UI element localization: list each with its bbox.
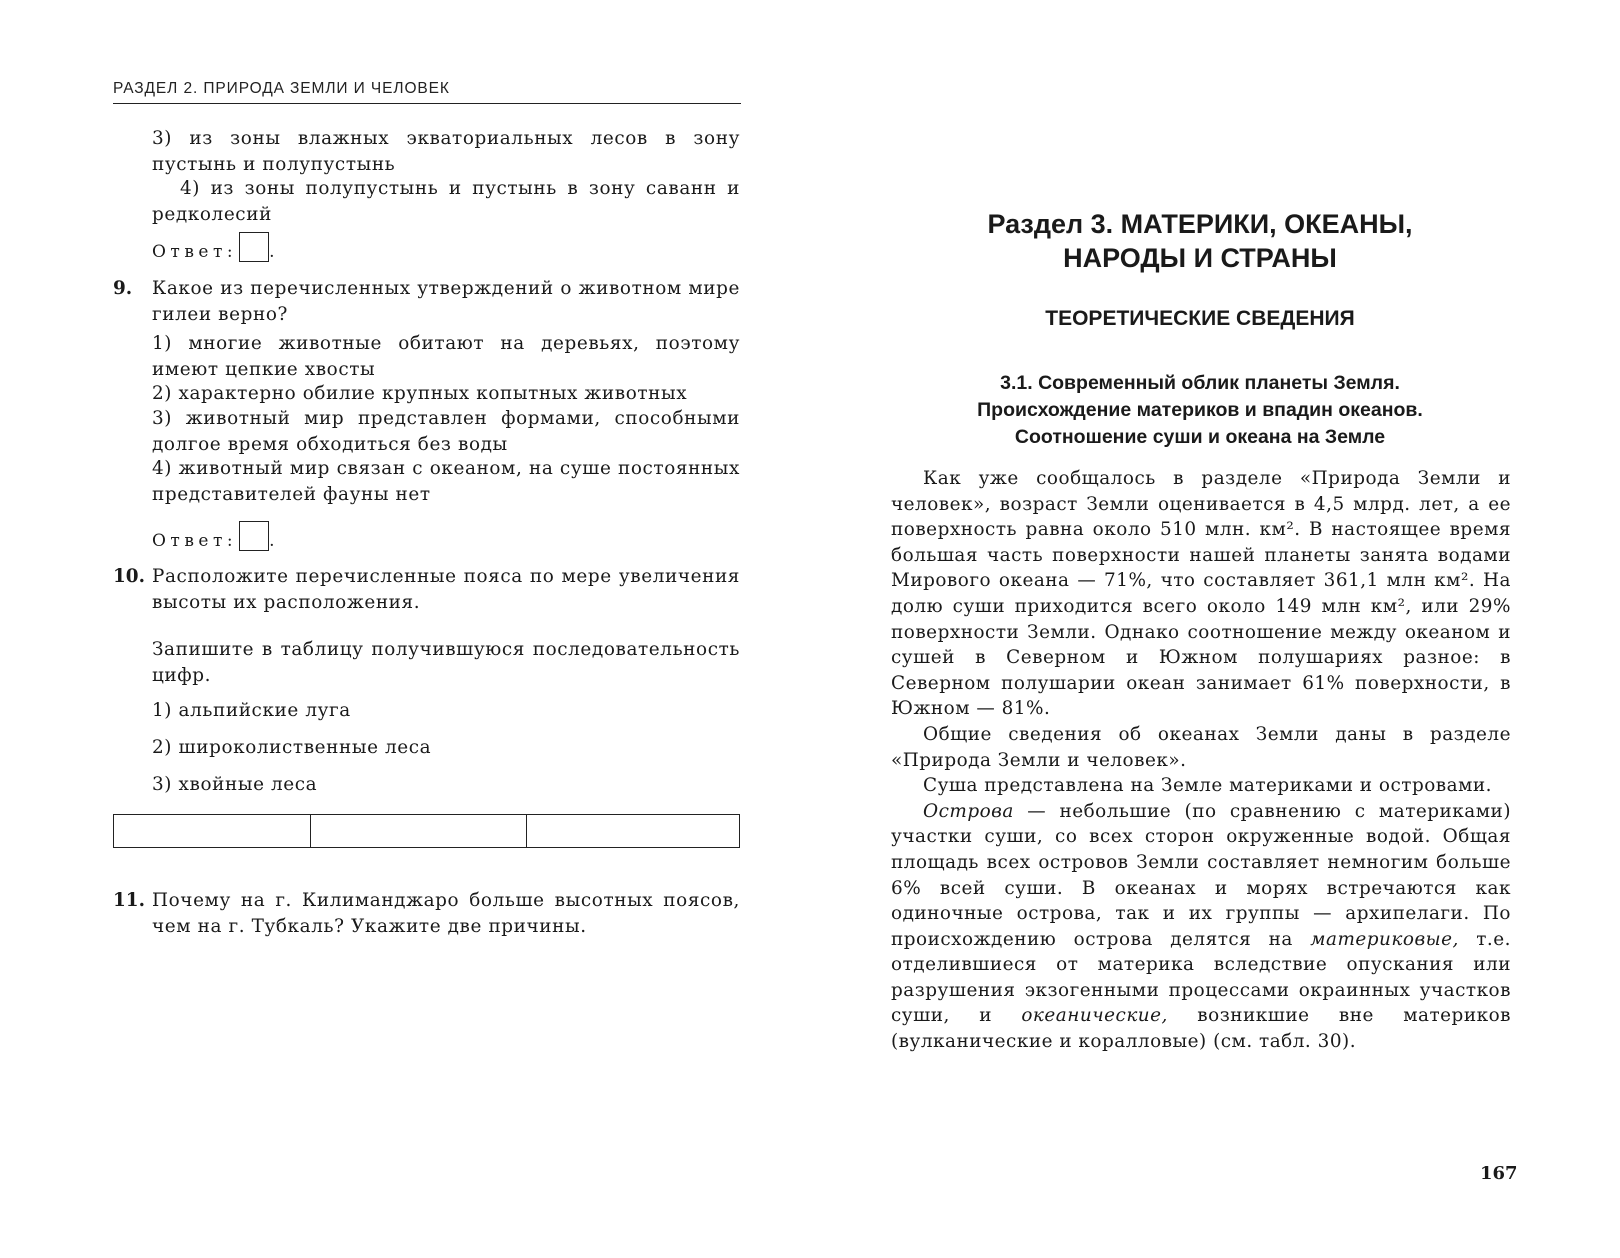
theory-heading: ТЕОРЕТИЧЕСКИЕ СВЕДЕНИЯ bbox=[1045, 307, 1355, 330]
sequence-cell-3[interactable] bbox=[527, 815, 740, 848]
q11-text: Почему на г. Килиманджаро больше высотных поясов, чем на г. Тубкаль? Укажите две причины. bbox=[152, 890, 740, 937]
subsection-title: 3.1. Современный облик планеты Земля. Происхождение материков и впадин океанов. Соотношение суши и океана на Земле bbox=[977, 372, 1423, 448]
section-title: Раздел 3. МАТЕРИКИ, ОКЕАНЫ, НАРОДЫ И СТРАНЫ bbox=[987, 209, 1413, 273]
q9-text: Какое из перечисленных утверждений о животном мире гилеи верно? bbox=[152, 278, 740, 325]
q8-answer-box[interactable] bbox=[239, 232, 269, 262]
q11-number: 11. bbox=[113, 890, 145, 911]
q10-text: Расположите перечисленные пояса по мере увеличения высоты их расположения. bbox=[152, 566, 740, 613]
paragraph-1: Как уже сообщалось в разделе «Природа Земли и человек», возраст Земли оценивается в 4,5 млрд. лет, а ее поверхность равна около 510 млн. км². В настоящее время большая часть поверхности нашей планеты занята водами Мирового океана — 71%, что составляет 361,1 млн км². На долю суши приходится всего около 149 млн км², или 29% поверхности Земли. Однако соотношение между океаном и сушей в Северном и Южном полушариях разное: в Северном полушарии океан занимает 61% поверхности, в Южном — 81%. bbox=[891, 468, 1511, 720]
q10-item-3: 3) хвойные леса bbox=[152, 774, 318, 795]
paragraph-4: Острова — небольшие (по сравнению с материками) участки суши, со всех сторон окруженные водой. Общая площадь всех островов Земли составляет немногим больше 6% всей суши. В океанах и морях встречаются как одиночные острова, так и их группы — архипелаги. По происхождению острова делятся на материковые, т.е. отделившиеся от материка вследствие опускания или разрушения экзогенными процессами окраинных участков суши, и океанические, возникшие вне материков (вулканические и коралловые) (см. табл. 30). bbox=[891, 800, 1511, 1053]
q9-number: 9. bbox=[113, 278, 133, 299]
sequence-answer-table bbox=[113, 814, 740, 848]
sequence-cell-1[interactable] bbox=[114, 815, 311, 848]
page-number: 167 bbox=[1480, 1163, 1518, 1184]
q8-answer: Ответ: . bbox=[152, 232, 275, 262]
sequence-cell-2[interactable] bbox=[311, 815, 527, 848]
q10-number: 10. bbox=[113, 566, 145, 587]
q10-item-2: 2) широколиственные леса bbox=[152, 737, 432, 758]
q9-answer-box[interactable] bbox=[239, 521, 269, 551]
running-head: РАЗДЕЛ 2. ПРИРОДА ЗЕМЛИ И ЧЕЛОВЕК bbox=[113, 80, 741, 104]
paragraph-3: Суша представлена на Земле материками и островами. bbox=[923, 775, 1493, 797]
body-text bbox=[891, 466, 1511, 1055]
q10-instruction: Запишите в таблицу получившуюся последовательность цифр. bbox=[152, 639, 740, 686]
q9-answer: Ответ: . bbox=[152, 521, 275, 551]
q10-item-1: 1) альпийские луга bbox=[152, 700, 351, 721]
paragraph-2: Общие сведения об океанах Земли даны в разделе «Природа Земли и человек». bbox=[891, 723, 1511, 771]
